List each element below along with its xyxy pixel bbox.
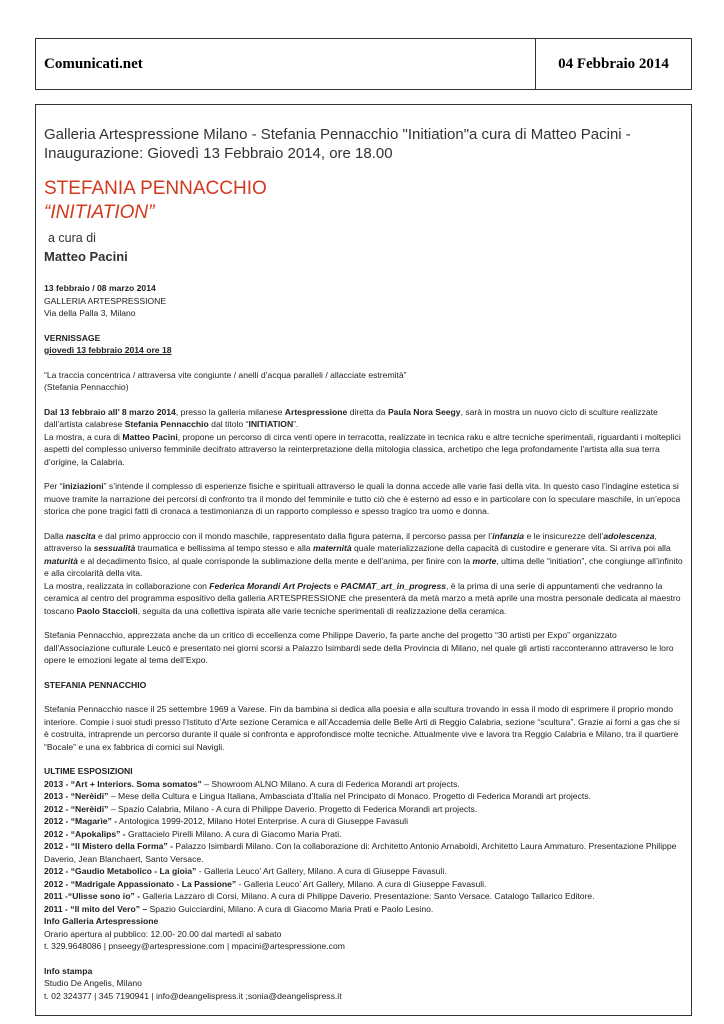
exhibition-title: “INITIATION” (44, 202, 155, 223)
exhibitions-heading: ULTIME ESPOSIZIONI (44, 766, 133, 776)
paragraph-life-stages: Dalla nascita e dal primo approccio con il mondo maschile, rappresentato dalla figura paterna, il percorso passa per l’infanzia e le insicurezze dell’adolescenza, attraverso la sessualità traumatica e bellissima al tempo stesso e alla maternità quale materializzazione della capacità di custodire e generare vita. Si arriva poi alla maturità e al decadimento fisico, al quale corrisponde la sublimazione della mente e dell’anima, per finire con la morte, ultima delle “initiation”, che congiunge all’infinito e alla circolarità della vita. (44, 530, 683, 578)
paragraph-initiations: Per “iniziazioni” s’intende il complesso di esperienze fisiche e spirituali attraverso le quali la donna accede alle varie fasi della vita. In questo caso l’indagine estetica si muove tramite la narrazione dei percorsi di confronto tra il mondo del femminile e tutto ciò che è esterno ad esso e in particolare con lo speculare maschile, in un’epoca storica che pone tragici fatti di cronaca a testimonianza di un rapporto complesso e spesso tragico tra uomo e donna. (44, 481, 681, 516)
press-release-body (35, 104, 692, 1016)
exhibition-item: 2011 - “Il mito del Vero” – Spazio Guicciardini, Milano. A cura di Giacomo Maria Prati e Paolo Lesino. (44, 903, 434, 914)
bio-heading: STEFANIA PENNACCHIO (44, 679, 147, 690)
headline: Galleria Artespressione Milano - Stefania Pennacchio "Initiation"a cura di Matteo Pacini - Inaugurazione: Giovedì 13 Febbraio 2014, ore 18.00 (44, 126, 631, 162)
vernissage-date: giovedì 13 febbraio 2014 ore 18 (44, 345, 172, 355)
artist-name: STEFANIA PENNACCHIO (44, 178, 267, 199)
gallery-name: GALLERIA ARTESPRESSIONE (44, 295, 167, 306)
paragraph-curator: La mostra, a cura di Matteo Pacini, propone un percorso di circa venti opere in terracotta, realizzate in tecnica raku e altre tecniche sperimentali, riguardanti i molteplici aspetti del complesso universo femminile decifrato attraverso la reinterpretazione della mitologia classica, archetipo che lega profondamente l’artista alla sua terra d’origine, la Calabria. (44, 431, 681, 467)
exhibition-item: 2013 - “Art + Interiors. Soma somatos” – Showroom ALNO Milano. A cura di Federica Morandi art projects. (44, 778, 460, 789)
publication-date: 04 Febbraio 2014 (535, 39, 691, 89)
quote-author: (Stefania Pennacchio) (44, 382, 129, 392)
exhibition-item: 2012 - “Gaudio Metabolico - La gioia” - Galleria Leuco’ Art Gallery, Milano. A cura di Giuseppe Favasuli. (44, 866, 447, 876)
info-press-heading: Info stampa (44, 965, 93, 976)
vernissage-label: VERNISSAGE (44, 332, 101, 343)
exhibition-dates: 13 febbraio / 08 marzo 2014 (44, 283, 156, 293)
info-press-studio: Studio De Angelis, Milano (44, 978, 142, 988)
exhibition-item: 2012 - “Il Mistero della Forma” - Palazzo Isimbardi Milano. Con la collaborazione di: Architetto Antonio Arnaboldi, Architetto Laura Ammaturo. Presentazione Philippe Daverio, Jean Blanchaert, Santo Versace. (44, 841, 677, 864)
curator-name: Matteo Pacini (44, 249, 128, 264)
exhibition-item: 2012 - “Apokalips” - Grattacielo Pirelli Milano. A cura di Giacomo Maria Prati. (44, 828, 342, 839)
paragraph-expo: Stefania Pennacchio, apprezzata anche da un critico di eccellenza come Philippe Daverio, fa parte anche del progetto “30 artisti per Expo” organizzato dall’Associazione culturale Leucò e presentato nei giorni scorsi a Palazzo Isimbardi sede della Provincia di Milano, nel quale gli artisti racconteranno attraverso le loro opere le emozioni legate al tema dell’Expo. (44, 630, 674, 665)
info-gallery-hours: Orario apertura al pubblico: 12.00- 20.00 dal martedì al sabato (44, 928, 282, 939)
paragraph-collaboration: La mostra, realizzata in collaborazione con Federica Morandi Art Projects e PACMAT_art_in_progress, è la prima di una serie di appuntamenti che vedranno la ceramica al centro del programma espositivo della galleria ARTESPRESSIONE che presenterà da metà marzo a metà aprile una mostra personale dedicata al maestro toscano Paolo Staccioli, seguita da una collettiva ispirata alle varie tecniche sperimentali di realizzazione della ceramica. (44, 580, 681, 616)
gallery-address: Via della Palla 3, Milano (44, 308, 136, 318)
bio-text: Stefania Pennacchio nasce il 25 settembre 1969 a Varese. Fin da bambina si dedica alla poesia e alla scultura trovando in essa il modo di esprimere il proprio mondo interiore. Compie i suoi studi presso l’Istituto d’Arte sezione Ceramica e all’Accademia delle Belle Arti di Reggio Calabria, sezione “scultura”. Grazie ai forni a gas che si è costruita, intraprende un percorso durante il quale si confronta e approfondisce molte tecniche. Attualmente vive e lavora tra Reggio Calabria e Milano, tra il quartiere “Bocale” e una ex fabbrica di cornici sui Navigli. (44, 704, 680, 752)
paragraph-intro: Dal 13 febbraio all’ 8 marzo 2014, presso la galleria milanese Artespressione diretta da Paula Nora Seegy, sarà in mostra un nuovo ciclo di sculture realizzate dall’artista calabrese Stefania Pennacchio dal titolo “INITIATION”. (44, 406, 658, 429)
press-text (44, 282, 683, 1002)
quote: “La traccia concentrica / attraversa vite congiunte / anelli d’acqua paralleli / allacciate estremità” (44, 369, 407, 380)
exhibition-item: 2012 - “Nerèidi” – Spazio Calabria, Milano - A cura di Philippe Daverio. Progetto di Federica Morandi art projects. (44, 803, 478, 814)
info-gallery-heading: Info Galleria Artespressione (44, 916, 159, 926)
exhibition-item: 2012 - “Magarìe” - Antologica 1999-2012, Milano Hotel Enterprise. A cura di Giuseppe Favasuli (44, 816, 409, 826)
info-press-contacts: t. 02 324377 | 345 7190941 | info@deangelispress.it ;sonia@deangelispress.it (44, 990, 342, 1001)
curated-by-label: a cura di (48, 231, 96, 245)
site-name: Comunicati.net (44, 55, 143, 72)
exhibition-item: 2013 - “Nerèidi” – Mese della Cultura e Lingua Italiana, Ambasciata d’Italia nel Principato di Monaco. Progetto di Federica Morandi art projects. (44, 791, 591, 801)
exhibition-item: 2011 -“Ulisse sono io” - Galleria Lazzaro di Corsi, Milano. A cura di Philippe Daverio. Presentazione: Santo Versace. Catalogo Tallarico Editore. (44, 891, 595, 901)
exhibition-item: 2012 - “Madrigale Appassionato - La Passione” - Galleria Leuco’ Art Gallery, Milano. A cura di Giuseppe Favasuli. (44, 878, 487, 889)
document-header (35, 38, 692, 90)
info-gallery-contacts: t. 329.9648086 | pnseegy@artespressione.com | mpacini@artespressione.com (44, 941, 345, 951)
